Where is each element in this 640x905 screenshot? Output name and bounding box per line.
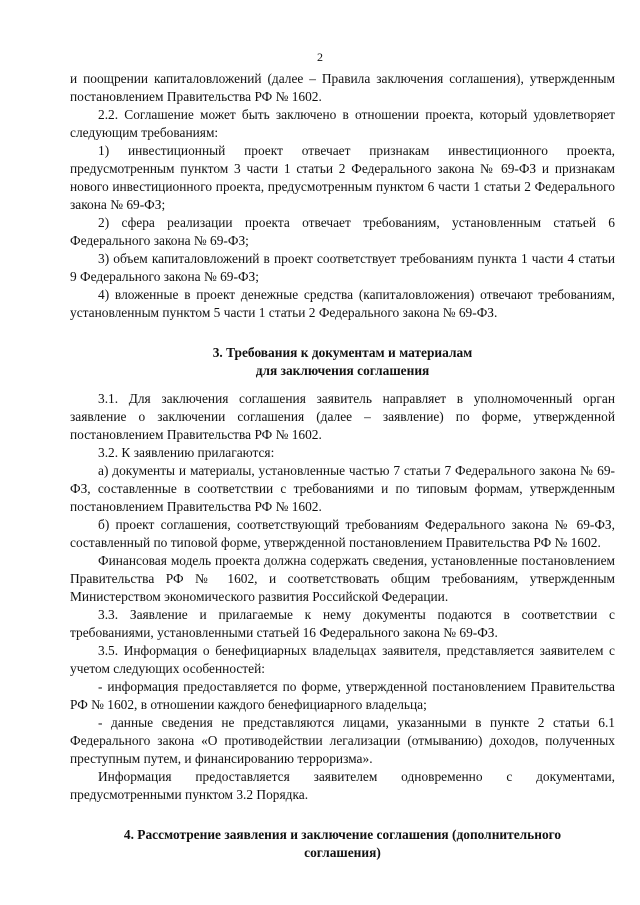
paragraph: 2.2. Соглашение может быть заключено в отношении проекта, который удовлетворяет следующим требованиям: bbox=[70, 107, 615, 140]
paragraph: 3.1. Для заключения соглашения заявитель направляет в уполномоченный орган заявление о заключении соглашения (далее – заявление) по форме, утвержденной постановлением Правительства РФ № 1602. bbox=[70, 391, 615, 442]
section-heading-4 bbox=[70, 826, 615, 862]
paragraph: 3.2. К заявлению прилагаются: bbox=[98, 445, 275, 460]
paragraph: 4) вложенные в проект денежные средства (капиталовложения) отвечают требованиям, установленным пунктом 5 части 1 статьи 2 Федерального закона № 69-ФЗ. bbox=[70, 287, 615, 320]
paragraph: 2) сфера реализации проекта отвечает требованиям, установленным статьей 6 Федерального закона № 69-ФЗ; bbox=[70, 215, 615, 248]
paragraph: 3.5. Информация о бенефициарных владельцах заявителя, представляется заявителем с учетом следующих особенностей: bbox=[70, 643, 615, 676]
paragraph: 1) инвестиционный проект отвечает признакам инвестиционного проекта, предусмотренным пунктом 3 части 1 статьи 2 Федерального закона № 69-ФЗ и признакам нового инвестиционного проекта, предусмотренным пунктом 6 части 1 статьи 2 Федерального закона № 69-ФЗ; bbox=[70, 143, 615, 212]
paragraph: б) проект соглашения, соответствующий требованиям Федерального закона № 69-ФЗ, составленный по типовой форме, утвержденной постановлением Правительства РФ № 1602. bbox=[70, 517, 615, 550]
section-heading-line: 4. Рассмотрение заявления и заключение соглашения (дополнительного bbox=[123, 827, 562, 842]
page-number: 2 bbox=[317, 50, 323, 64]
paragraph: 3.3. Заявление и прилагаемые к нему документы подаются в соответствии с требованиями, установленными статьей 16 Федерального закона № 69-ФЗ. bbox=[70, 607, 615, 640]
paragraph: Финансовая модель проекта должна содержать сведения, установленные постановлением Правительства РФ № 1602, и соответствовать общим требованиям, утвержденным Министерством экономического развития Российской Федерации. bbox=[70, 553, 615, 604]
paragraph: а) документы и материалы, установленные частью 7 статьи 7 Федерального закона № 69-ФЗ, составленные в соответствии с требованиями и по типовым формам, утвержденным постановлением Правительства РФ № 1602. bbox=[70, 463, 615, 514]
section-heading-3 bbox=[70, 344, 615, 380]
paragraph: и поощрении капиталовложений (далее – Правила заключения соглашения), утвержденным постановлением Правительства РФ № 1602. bbox=[70, 71, 615, 104]
section-heading-line: для заключения соглашения bbox=[255, 363, 430, 378]
document-body bbox=[70, 70, 615, 872]
paragraph: - информация предоставляется по форме, утвержденной постановлением Правительства РФ № 1602, в отношении каждого бенефициарного владельца; bbox=[70, 679, 615, 712]
paragraph: Информация предоставляется заявителем одновременно с документами, предусмотренными пунктом 3.2 Порядка. bbox=[70, 769, 615, 802]
section-heading-line: соглашения) bbox=[304, 845, 381, 860]
section-heading-line: 3. Требования к документам и материалам bbox=[212, 345, 473, 360]
paragraph: 3) объем капиталовложений в проект соответствует требованиям пункта 1 части 4 статьи 9 Федерального закона № 69-ФЗ; bbox=[70, 251, 615, 284]
paragraph: - данные сведения не представляются лицами, указанными в пункте 2 статьи 6.1 Федерального закона «О противодействии легализации (отмыванию) доходов, полученных преступным путем, и финансированию терроризма». bbox=[70, 715, 615, 766]
